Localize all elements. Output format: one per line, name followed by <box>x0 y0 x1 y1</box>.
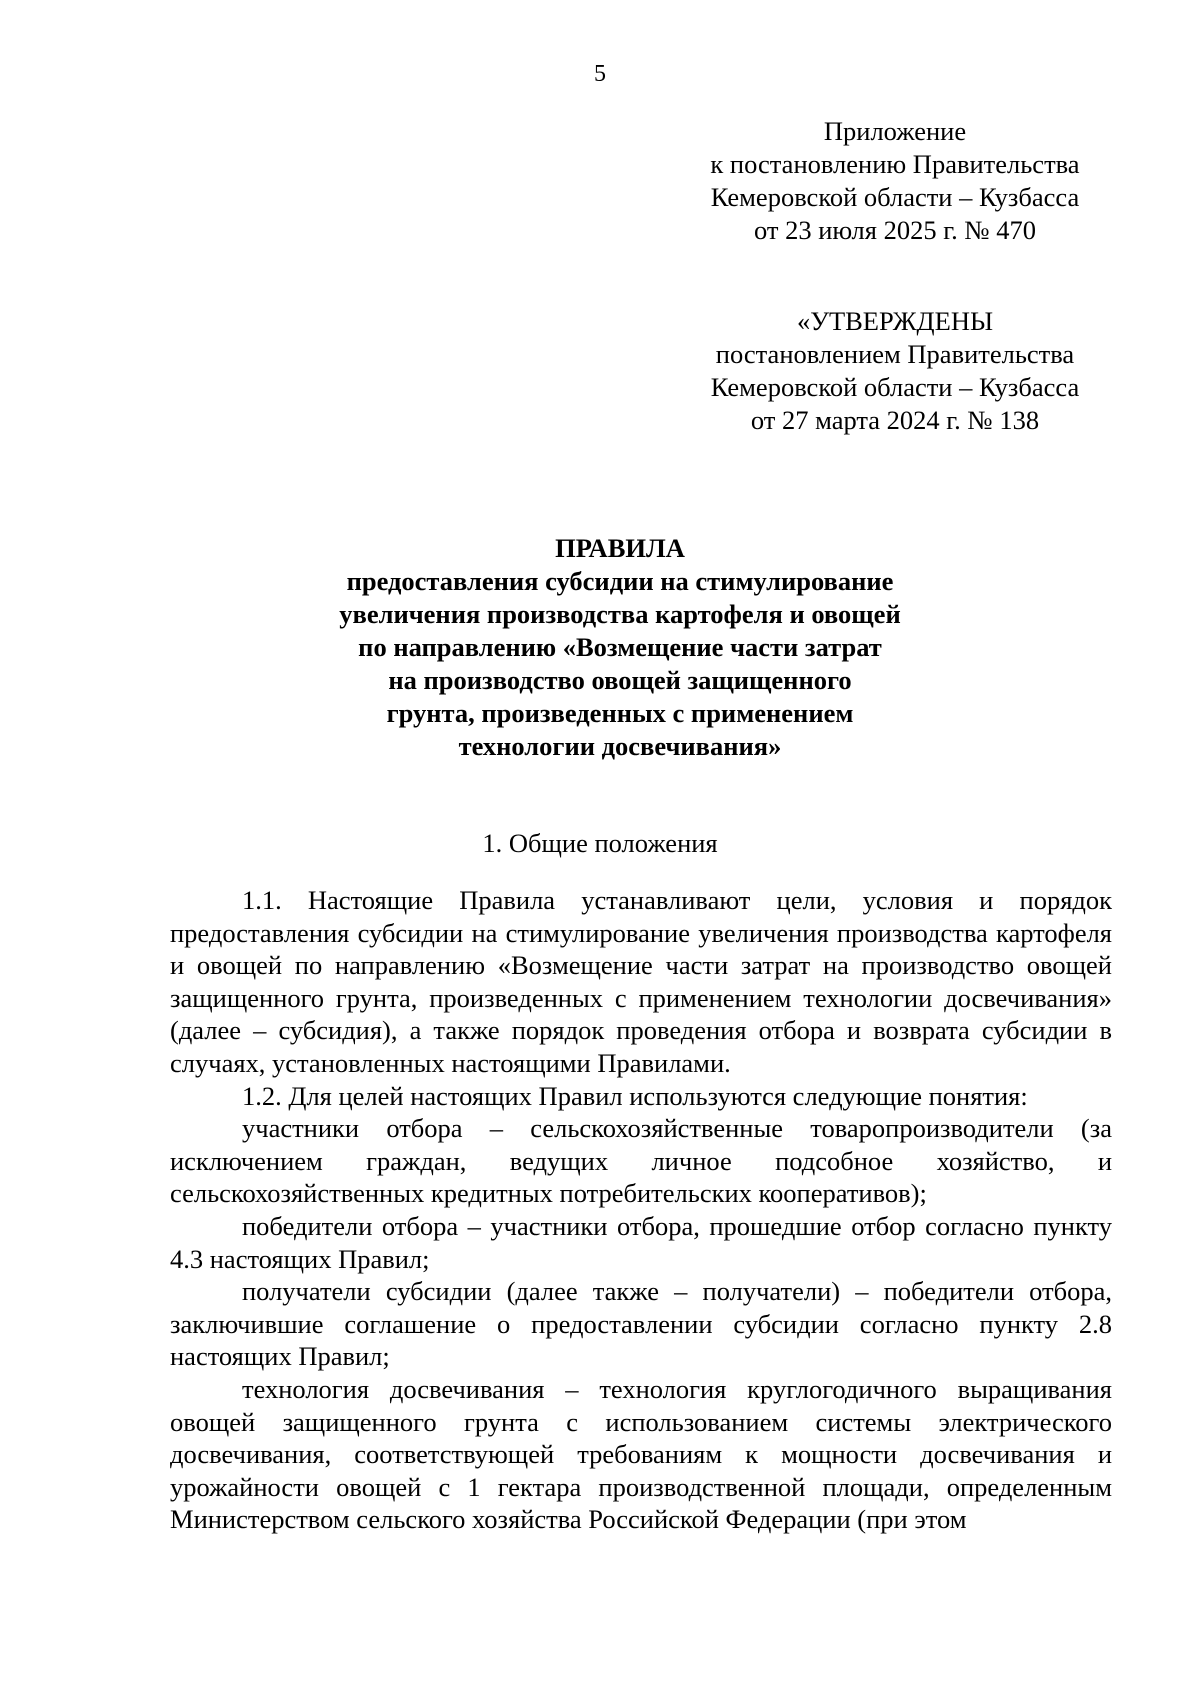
document-title-line: по направлению «Возмещение части затрат <box>358 632 882 662</box>
approval-stamp-line: Кемеровской области – Кузбасса <box>710 372 1080 402</box>
appendix-stamp-line: Кемеровской области – Кузбасса <box>710 182 1080 212</box>
appendix-stamp-line: от 23 июля 2025 г. № 470 <box>753 215 1036 245</box>
document-title-line: технологии досвечивания» <box>458 731 782 761</box>
paragraph: победители отбора – участники отбора, прошедшие отбор согласно пункту 4.3 настоящих Правил; <box>170 1210 1112 1274</box>
section-body <box>170 884 1112 1536</box>
paragraph: технология досвечивания – технология круглогодичного выращивания овощей защищенного грунта с использованием системы электрического досвечивания, соответствующей требованиям к мощности досвечивания и урожайности овощей с 1 гектара производственной площади, определенным Министерством сельского хозяйства Российской Федерации (при этом <box>170 1373 1112 1535</box>
approval-stamp-line: постановлением Правительства <box>715 339 1075 369</box>
document-title-line: увеличения производства картофеля и овощей <box>339 599 901 629</box>
appendix-stamp-line: Приложение <box>823 116 967 146</box>
appendix-stamp <box>680 115 1110 247</box>
appendix-stamp-line: к постановлению Правительства <box>710 149 1080 179</box>
paragraph: участники отбора – сельскохозяйственные товаропроизводители (за исключением граждан, ведущих личное подсобное хозяйство, и сельскохозяйственных кредитных потребительских кооперативов); <box>170 1113 1112 1209</box>
document-title-heading: ПРАВИЛА <box>555 533 685 563</box>
document-title-line: на производство овощей защищенного <box>388 665 852 695</box>
page-number: 5 <box>594 61 606 87</box>
section-heading: 1. Общие положения <box>482 828 718 858</box>
document-title-line: предоставления субсидии на стимулирование <box>346 566 894 596</box>
paragraph: 1.2. Для целей настоящих Правил используются следующие понятия: <box>242 1080 1028 1111</box>
paragraph: получатели субсидии (далее также – получатели) – победители отбора, заключившие соглашение о предоставлении субсидии согласно пункту 2.8 настоящих Правил; <box>170 1276 1112 1372</box>
approval-stamp-line: от 27 марта 2024 г. № 138 <box>750 405 1040 435</box>
document-title-line: грунта, произведенных с применением <box>386 698 854 728</box>
approval-stamp-line: «УТВЕРЖДЕНЫ <box>796 306 994 336</box>
document-title <box>240 532 1000 763</box>
approval-stamp <box>680 305 1110 437</box>
paragraph: 1.1. Настоящие Правила устанавливают цели, условия и порядок предоставления субсидии на стимулирование увеличения производства картофеля и овощей по направлению «Возмещение части затрат на производство овощей защищенного грунта, произведенных с применением технологии досвечивания» (далее – субсидия), а также порядок проведения отбора и возврата субсидии в случаях, установленных настоящими Правилами. <box>170 885 1112 1078</box>
